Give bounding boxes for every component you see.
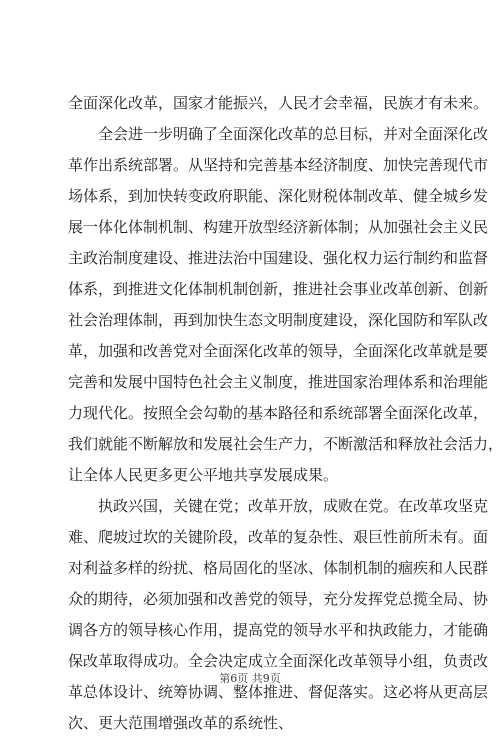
text-line: 对利益多样的纷扰、格局固化的坚冰、体制机制的痼疾和人民群 — [68, 559, 489, 577]
text-line: 革，加强和改善党对全面深化改革的领导，全面深化改革就是要 — [68, 342, 489, 360]
text-line: 执政兴国，关键在党；改革开放，成败在党。在改革攻坚克 — [98, 497, 489, 515]
text-line: 体系，到推进文化体制机制创新，推进社会事业改革创新、创新 — [68, 280, 489, 298]
text-line: 展一体化体制机制、构建开放型经济新体制；从加强社会主义民 — [68, 218, 489, 236]
text-line: 全会进一步明确了全面深化改革的总目标，并对全面深化改 — [98, 125, 489, 143]
text-line: 保改革取得成功。全会决定成立全面深化改革领导小组，负责改 — [68, 652, 489, 670]
text-line: 革作出系统部署。从坚持和完善基本经济制度、加快完善现代市 — [68, 156, 489, 174]
page-number-footer: 第6页 共9页 — [219, 672, 281, 685]
text-line: 次、更大范围增强改革的系统性、 — [68, 714, 294, 732]
text-line: 革总体设计、统筹协调、整体推进、督促落实。这必将从更高层 — [68, 683, 489, 701]
text-line: 众的期待，必须加强和改善党的领导，充分发挥党总揽全局、协 — [68, 590, 489, 608]
body-text — [68, 88, 503, 739]
text-line: 全面深化改革，国家才能振兴，人民才会幸福，民族才有未来。 — [68, 94, 489, 112]
text-line: 社会治理体制，再到加快生态文明制度建设，深化国防和军队改 — [68, 311, 489, 329]
text-line: 场体系，到加快转变政府职能、深化财税体制改革、健全城乡发 — [68, 187, 489, 205]
text-line: 我们就能不断解放和发展社会生产力，不断激活和释放社会活力， — [68, 435, 503, 453]
text-line: 力现代化。按照全会勾勒的基本路径和系统部署全面深化改革， — [68, 404, 489, 422]
text-line: 完善和发展中国特色社会主义制度，推进国家治理体系和治理能 — [68, 373, 489, 391]
text-line: 调各方的领导核心作用，提高党的领导水平和执政能力，才能确 — [68, 621, 489, 639]
text-line: 难、爬坡过坎的关键阶段，改革的复杂性、艰巨性前所未有。面 — [68, 528, 489, 546]
text-line: 主政治制度建设、推进法治中国建设、强化权力运行制约和监督 — [68, 249, 489, 267]
text-line: 让全体人民更多更公平地共享发展成果。 — [68, 466, 339, 484]
